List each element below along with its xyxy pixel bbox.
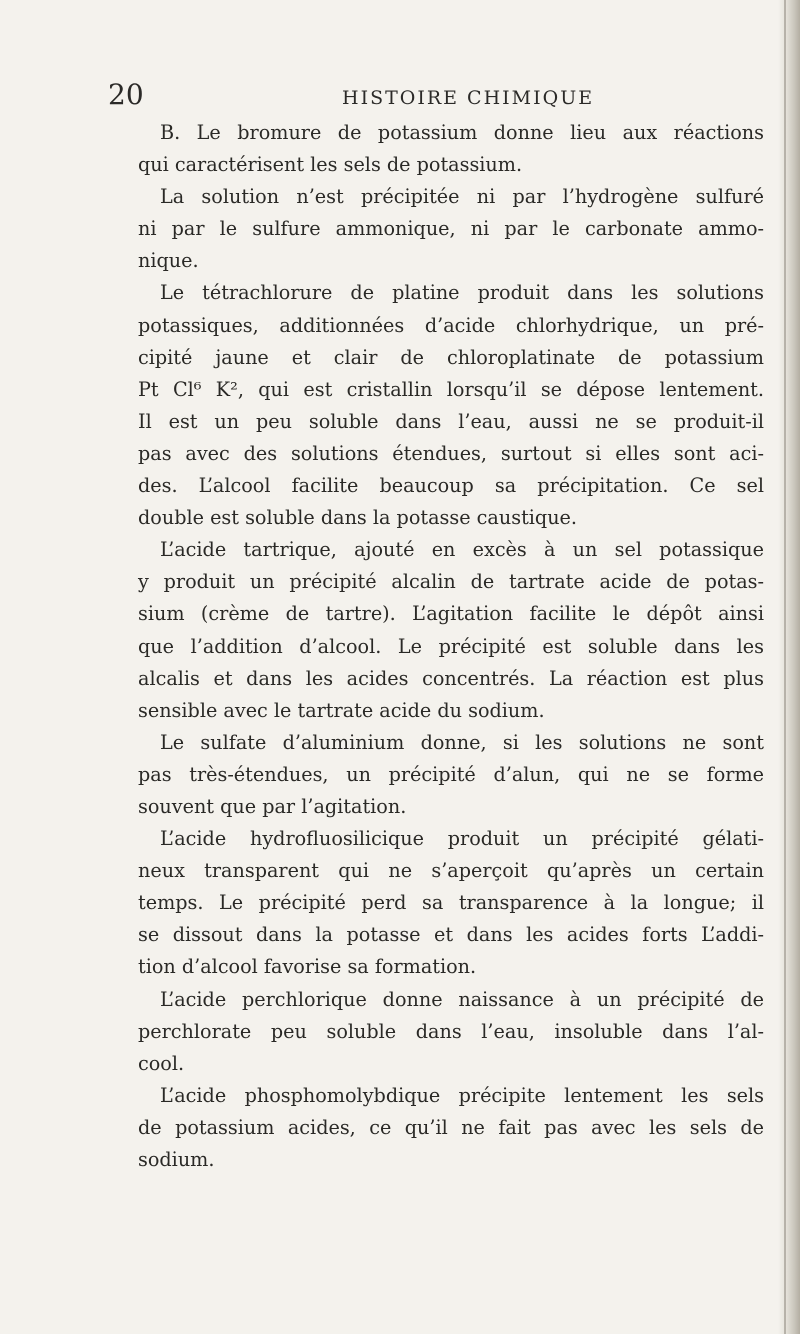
page-number: 20 [108, 78, 144, 111]
text-line: L’acide perchlorique donne naissance à un précipité de [160, 987, 764, 1011]
page-edge-shadow [778, 0, 800, 1334]
text-line: neux transparent qui ne s’aperçoit qu’après un certain [138, 859, 764, 883]
text-line: que l’addition d’alcool. Le précipité est soluble dans les [138, 634, 764, 658]
text-line: se dissout dans la potasse et dans les acides forts L’addi- [138, 923, 764, 947]
text-line: L’acide tartrique, ajouté en excès à un sel potassique [160, 538, 764, 562]
text-line: La solution n’est précipitée ni par l’hydrogène sulfuré [160, 185, 764, 209]
text-line: L’acide phosphomolybdique précipite lentement les sels [160, 1083, 764, 1107]
text-line: de potassium acides, ce qu’il ne fait pas avec les sels de [138, 1115, 764, 1139]
text-line: pas très-étendues, un précipité d’alun, qui ne se forme [138, 762, 764, 786]
text-line: des. L’alcool facilite beaucoup sa précipitation. Ce sel [138, 474, 764, 498]
text-line: y produit un précipité alcalin de tartrate acide de potas- [138, 570, 764, 594]
text-line: cool. [138, 1051, 185, 1075]
text-line: potassiques, additionnées d’acide chlorhydrique, un pré- [138, 313, 764, 337]
text-line: sodium. [138, 1148, 215, 1171]
text-line: Le sulfate d’aluminium donne, si les solutions ne sont [160, 730, 764, 754]
text-line: L’acide hydrofluosilicique produit un précipité gélati- [160, 827, 764, 851]
text-line: Pt Cl⁶ K², qui est cristallin lorsqu’il se dépose lentement. [138, 377, 764, 401]
body-text [138, 117, 764, 1176]
text-line: B. Le bromure de potassium donne lieu aux réactions [160, 121, 764, 144]
binding-edge [784, 0, 786, 1334]
text-line: double est soluble dans la potasse caustique. [138, 506, 578, 530]
running-title: HISTOIRE CHIMIQUE [342, 87, 595, 109]
text-line: Il est un peu soluble dans l’eau, aussi ne se produit-il [138, 409, 764, 433]
text-line: pas avec des solutions étendues, surtout si elles sont aci- [138, 441, 764, 465]
text-line: sium (crème de tartre). L’agitation facilite le dépôt ainsi [138, 602, 764, 626]
text-line: alcalis et dans les acides concentrés. La réaction est plus [138, 666, 764, 690]
text-line: souvent que par l’agitation. [138, 794, 407, 818]
text-line: tion d’alcool favorise sa formation. [138, 955, 477, 979]
text-line: perchlorate peu soluble dans l’eau, insoluble dans l’al- [138, 1019, 764, 1043]
text-line: nique. [138, 249, 199, 273]
text-line: cipité jaune et clair de chloroplatinate de potassium [138, 345, 764, 369]
text-line: Le tétrachlorure de platine produit dans les solutions [160, 281, 764, 305]
text-line: temps. Le précipité perd sa transparence à la longue; il [138, 891, 764, 915]
text-line: ni par le sulfure ammonique, ni par le carbonate ammo- [138, 217, 764, 241]
text-line: qui caractérisent les sels de potassium. [138, 153, 523, 177]
page-header [0, 78, 800, 118]
text-line: sensible avec le tartrate acide du sodium. [138, 698, 545, 722]
